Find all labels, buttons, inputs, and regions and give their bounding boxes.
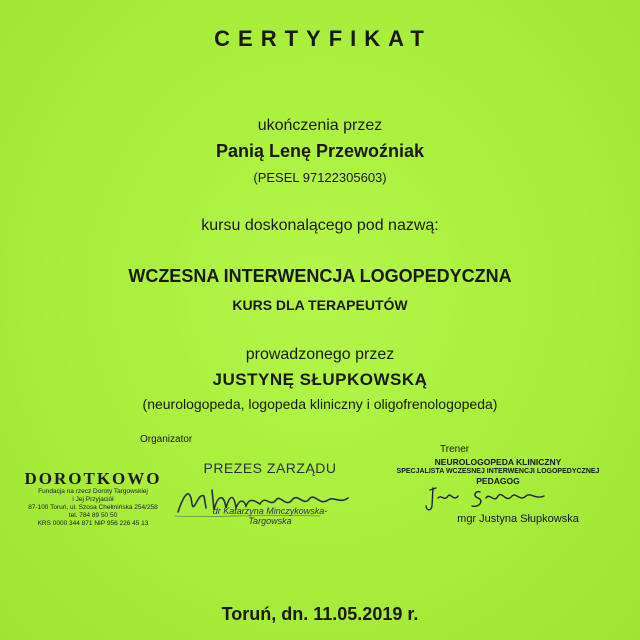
trainer-name: JUSTYNĘ SŁUPKOWSKĄ [212,370,428,389]
president-title: PREZES ZARZĄDU [203,460,337,476]
president-name: dr Katarzyna Minczykowska-Targowska [212,506,328,526]
trainer-stamp-line: PEDAGOG [476,476,520,486]
president-signature [170,474,360,524]
organizer-stamp-line: i Jej Przyjaciół [72,496,114,503]
organizer-label: Organizator [140,434,193,445]
organizer-stamp [18,470,168,528]
trainer-stamp-line: NEUROLOGOPEDA KLINICZNY [434,457,562,467]
certificate-title: CERTYFIKAT [214,26,432,51]
course-intro: kursu doskonalącego pod nazwą: [201,217,439,234]
organizer-stamp-line: tel. 784 89 50 50 [68,512,118,519]
organizer-stamp-line: KRS 0000 344 871 NIP 956 226 45 13 [37,520,149,527]
date-line: Toruń, dn. 11.05.2019 r. [221,604,419,624]
trainer-qualifications: (neurologopeda, logopeda kliniczny i oligofrenologopeda) [142,396,498,412]
course-title: WCZESNA INTERWENCJA LOGOPEDYCZNA [128,266,512,286]
led-by-text: prowadzonego przez [245,346,395,363]
trainer-stamp-name: mgr Justyna Słupkowska [457,513,579,525]
trainer-signature [420,484,580,514]
recipient-name: Panią Lenę Przewoźniak [215,141,425,161]
organizer-stamp-line: 87-100 Toruń, ul. Szosa Chełmińska 254/258 [28,504,158,511]
organizer-logo: DOROTKOWO [24,469,162,488]
organizer-stamp-line: Fundacja na rzecz Doroty Targowskiej [38,488,148,495]
course-subtitle: KURS DLA TERAPEUTÓW [232,297,408,313]
trainer-stamp-line: SPECJALISTA WCZESNEJ INTERWENCJI LOGOPEDYCZNEJ [396,468,600,475]
trainer-label: Trener [440,444,470,455]
completion-text: ukończenia przez [257,117,383,134]
recipient-pesel: (PESEL 97122305603) [253,170,387,185]
